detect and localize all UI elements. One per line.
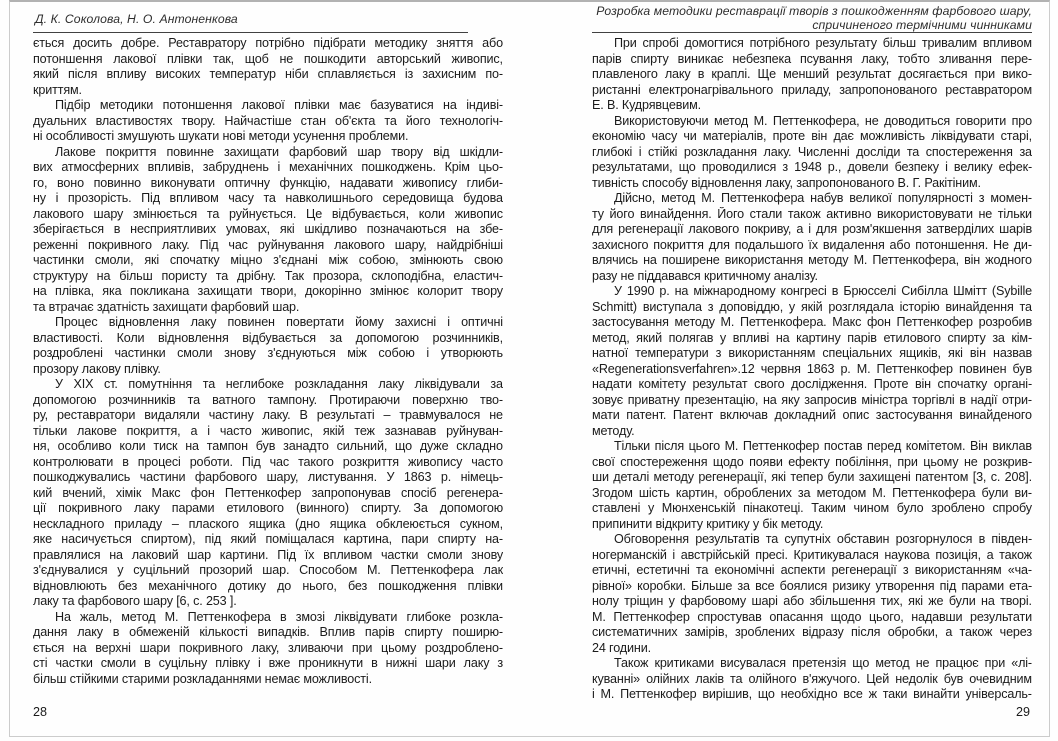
paragraph <box>592 656 1032 703</box>
text-line: кий вчений, хімік Макс фон Петтенкофер запропонував спосіб регенера- <box>33 485 503 500</box>
text-line: свої спостереження щодо появи ефекту побіління, при цьому не розкрив- <box>592 454 1032 469</box>
text-line: тільки лакове покриття, а і часто живопис, якій теж зазнавав руйнуван- <box>33 423 503 438</box>
text-line: У 1990 р. на міжнародному конгресі в Брюсселі Сибілла Шмітт (Sybille <box>614 284 1032 298</box>
text-line: криттям. <box>33 82 82 97</box>
text-line: тивність способу відновлення лаку, запропонованого В. Г. Ракітіним. <box>592 175 981 190</box>
paragraph <box>33 36 503 98</box>
text-line: ні особливості змушують шукати нові методи усунення проблеми. <box>33 129 409 143</box>
text-line: ну і прозорість. Під впливом часу та навколишнього середовища будова <box>33 191 503 205</box>
paragraph <box>592 439 1032 532</box>
paragraph <box>592 284 1032 439</box>
text-line: дання лаку в обмеженій кількості випадків. Вплив парів спирту поширю- <box>33 625 503 639</box>
text-line: нолу тріщин у фарбовому шарі або збільшення тих, які же були на творі. <box>592 594 1032 608</box>
text-line: допомогою розчинників та ватного тампону. Протираючи поверхню тво- <box>33 392 503 407</box>
paragraph <box>592 114 1032 192</box>
text-line: парів спирту виникає небезпека псування лаку, тобто зливання пере- <box>592 51 1032 66</box>
text-line: рівної» коробки. Більше за все боялися ризику утворення під парами ета- <box>592 578 1032 593</box>
paragraph <box>592 532 1032 656</box>
text-line: і М. Петтенкофер вирішив, що необхідно все ж таки винайти універсаль- <box>592 687 1032 701</box>
running-header-title <box>596 5 1032 32</box>
text-line: сті частки смоли в суцільну плівку і вже проникнути в нижні шари лаку з <box>33 656 503 670</box>
text-line: та втрачає здатність захищати фарбовий шар. <box>33 299 300 314</box>
text-line: ції покривного лаку парами етилового (винного) спирту. За допомогою <box>33 501 503 515</box>
text-line: ється на верхні шари покривного лаку, зливаючи при цьому роздроблено- <box>33 640 503 655</box>
text-line: потоншення лакової плівки так, щоб не пошкодити авторський живопис, <box>33 51 503 66</box>
text-line: частинки смоли, які спочатку міцно з'єднані між собою, змінюють свою <box>33 253 503 267</box>
text-line: для регенерації лакового покриву, а і для розм'якшення затверділих шарів <box>592 222 1032 236</box>
text-line: «Regenerationsverfahren».12 червня 1863 р. М. Петтенкофер повинен був <box>592 361 1032 376</box>
text-line: систематичних замірів, зроблених відразу після обробки, а також через <box>592 625 1032 639</box>
text-line: більш стійкими старими розкладаннями немає можливості. <box>33 671 372 686</box>
text-line: Процес відновлення лаку повинен повертати йому захисні і оптичні <box>55 315 503 329</box>
text-line: ногерманскій і австрійській пресі. Критикувалася наукова позиція, а також <box>592 547 1032 562</box>
page-number-right: 29 <box>1015 705 1030 719</box>
text-line: 24 години. <box>592 640 651 655</box>
text-line: На жаль, метод М. Петтенкофера в змозі ліквідувати глибоке розкла- <box>55 609 503 624</box>
text-line: надати комітету результат свого дослідження. Проте він спочатку органі- <box>592 377 1032 391</box>
text-line: результатами, що проводилися з 1948 р., довели безпеку і велику ефек- <box>592 160 1032 174</box>
text-line: пошкоджувались частини фарбового шару, листування. У 1863 р. німець- <box>33 470 503 484</box>
text-line: Тільки після цього М. Петтенкофер постав перед комітетом. Він виклав <box>614 439 1032 453</box>
page-left-body <box>33 36 503 687</box>
text-line: прозору лакову плівку. <box>33 361 161 376</box>
text-line: ру, реставратори видаляли частину лаку. В результаті – травмувалося не <box>33 408 503 422</box>
paragraph <box>33 145 503 316</box>
text-line: припинити відкриту критику у бік методу. <box>592 516 824 531</box>
header-rule-right <box>592 32 1032 33</box>
text-line: лакового шару змінюється та руйнується. Це відбувається, коли живопис <box>33 206 503 221</box>
running-header-title-line2: спричиненого термічними чинниками <box>812 17 1032 32</box>
text-line: Використовуючи метод М. Петтенкофера, не доводиться говорити про <box>614 113 1032 128</box>
text-line: зовує приватну презентацію, на яку запросив міністра торгівлі в надії отри- <box>592 392 1032 407</box>
text-line: який після впливу високих температур ніби сплавляється із захисним по- <box>33 67 503 81</box>
text-line: ня, особливо коли тиск на тампон був занадто сильний, що дуже складно <box>33 439 503 453</box>
text-line: Schmitt) виступала з доповіддю, у якій розглядала історію винайдення та <box>592 299 1032 314</box>
text-line: методу. <box>592 423 635 438</box>
running-header-title-line1: Розробка методики реставрації творів з пошкодженням фарбового шару, <box>596 4 1032 18</box>
text-line: куванні» олійних лаків та олійного в'яжучого. Цей недолік був очевидним <box>592 671 1032 686</box>
paragraph <box>592 191 1032 284</box>
text-line: М. Петтенкофер спростував опасання щодо цього, надавши результати <box>592 609 1032 624</box>
text-line: роздроблені частинки смоли знову з'єднуються між собою і утворюють <box>33 346 503 360</box>
page-right <box>592 0 1032 741</box>
running-header-authors: Д. К. Соколова, Н. О. Антоненкова <box>35 12 238 26</box>
paragraph <box>33 315 503 377</box>
text-line: ристанні електронагрівального приладу, запропонованого реставратором <box>592 82 1032 97</box>
text-line: ється досить добре. Реставратору потрібно підібрати методику зняття або <box>33 36 503 50</box>
text-line: яке насичується спиртом), під який поміщалася картина, пари спирту на- <box>33 532 503 546</box>
paragraph <box>592 36 1032 114</box>
text-line: Дійсно, метод М. Петтенкофера набув великої популярності з момен- <box>614 191 1032 205</box>
text-line: Згодом шість картин, оброблених за методом М. Петтенкофера були ви- <box>592 485 1032 500</box>
text-line: застосування методу М. Петтенкофера. Макс фон Петтенкофер розробив <box>592 315 1032 329</box>
text-line: зберігається в несприятливих умовах, які шкідливо позначаються на збе- <box>33 222 503 236</box>
text-line: разу не піддавався критичному аналізу. <box>592 268 818 283</box>
paragraph <box>33 377 503 610</box>
text-line: реженні покривного лаку. Під час руйнування лакового шару, найдрібніші <box>33 237 503 252</box>
text-line: У XIX ст. помутніння та неглибоке розкладання лаку ліквідували за <box>55 377 503 391</box>
text-line: метод, який полягав у впливі на картину парів етилового спирту за кім- <box>592 330 1032 345</box>
text-line: глибокі і стійкі розкладання лаку. Численні досліди та спостереження за <box>592 144 1032 159</box>
text-line: на плівка, яка покликана захищати твори, докорінно змінює колорит твору <box>33 284 503 298</box>
text-line: з'єднувалися у суцільний прозорий шар. Способом М. Петтенкофера лак <box>33 563 503 577</box>
text-line: Обговорення результатів та супутніх обставин розгорнулося в півден- <box>614 532 1032 546</box>
text-line: При спробі домогтися потрібного результату більш тривалим впливом <box>614 36 1032 50</box>
text-line: натної температури з використанням спеціальних ящиків, які він назвав <box>592 346 1032 360</box>
text-line: лаку та фарбового шару [6, с. 253 ]. <box>33 594 237 608</box>
text-line: Лакове покриття повинне захищати фарбовий шар твору від шкідли- <box>55 144 503 159</box>
text-line: ту його винайдення. Його стали також активно використовувати не тільки <box>592 206 1032 221</box>
text-line: контролювати в процесі роботи. Під час такого розкриття живопису часто <box>33 454 503 469</box>
text-line: дуальних властивостях твору. Найчастіше стан об'єкта та його технологіч- <box>33 113 503 128</box>
text-line: го, воно повинно виконувати оптичну функцію, надавати живопису глиби- <box>33 175 503 190</box>
text-line: ставлені у Мюнхенській пінакотеці. Таким чином було зроблено спробу <box>592 501 1032 515</box>
text-line: етичні, естетичні та економічні аспекти регенерації з використанням «ча- <box>592 563 1032 577</box>
text-line: влячись на поширене використання методу М. Петтенкофера, він жодного <box>592 253 1032 267</box>
header-rule-left <box>33 32 468 33</box>
text-line: ши деталі методу регенерації, які тепер були захищені патентом [3, с. 208]. <box>592 470 1032 484</box>
text-line: нескладного приладу – плаского ящика (дно ящика обклеюється сукном, <box>33 516 503 531</box>
page-left <box>33 0 503 741</box>
text-line: економію часу чи матеріалів, проте він дає можливість ліквідувати старі, <box>592 129 1032 143</box>
paragraph <box>33 98 503 145</box>
text-line: Підбір методики потоншення лакової плівки має базуватися на індиві- <box>55 98 503 112</box>
text-line: правлялися на лаковий шар картини. Під їх впливом частки смоли знову <box>33 547 503 562</box>
text-line: захисного покриття для подальшого їх видалення або потоншення. Не ди- <box>592 237 1032 252</box>
page-number-left: 28 <box>33 705 48 719</box>
text-line: вих атмосферних впливів, забруднень і механічних пошкоджень. Крім цьо- <box>33 160 503 174</box>
text-line: Е. В. Кудрявцевим. <box>592 98 701 112</box>
text-line: Також критиками висувалася претензія що метод не працює при «лі- <box>614 656 1032 670</box>
text-line: відновлюють без механічного дотику до нього, без пошкодження плівки <box>33 578 503 593</box>
page-right-body <box>592 36 1032 703</box>
text-line: мати патент. Патент включав докладний опис застосування винайденого <box>592 408 1032 422</box>
text-line: структуру на більш пористу та дрібну. Так прозора, склоподібна, еластич- <box>33 268 503 283</box>
text-line: плавленого лаку в краплі. Ще менший результат досягається при вико- <box>592 67 1032 81</box>
paragraph <box>33 610 503 688</box>
text-line: властивості. Коли відновлення відбувається за допомогою розчинників, <box>33 330 503 345</box>
